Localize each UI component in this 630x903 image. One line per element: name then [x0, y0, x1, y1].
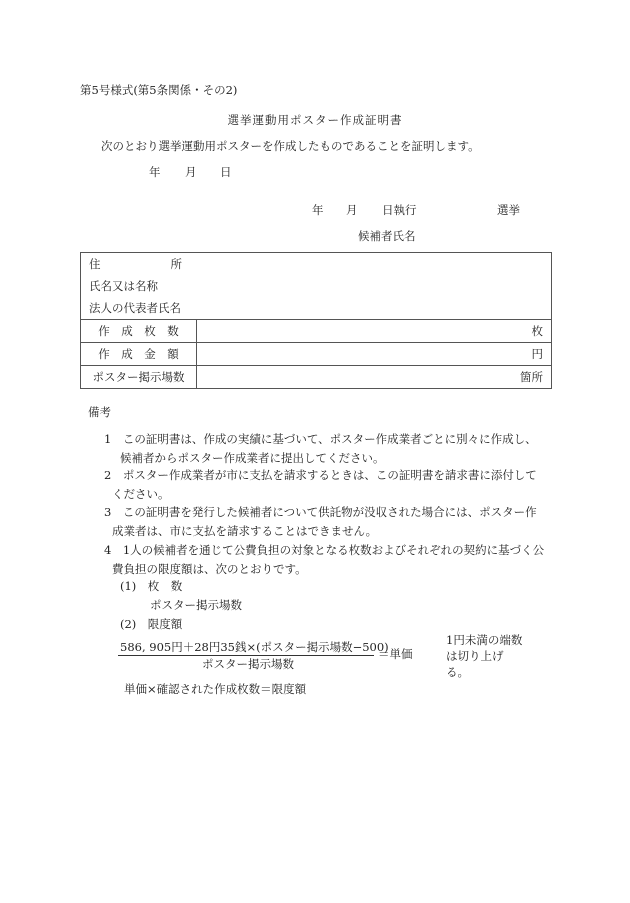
- intro-text: 次のとおり選挙運動用ポスターを作成したものであることを証明します。: [101, 139, 480, 153]
- address-label: 住: [89, 257, 101, 271]
- sub-item-1-label: (1) 枚 数: [120, 579, 183, 593]
- note-4-line-2: 費負担の限度額は、次のとおりです。: [112, 562, 307, 576]
- date-day-label: 日: [220, 165, 232, 179]
- note-1-line-1: 1 この証明書は、作成の実績に基づいて、ポスター作成業者ごとに別々に作成し、: [104, 432, 537, 446]
- sub-item-2-label: (2) 限度額: [120, 617, 183, 631]
- note-2-line-1: 2 ポスター作成業者が市に支払を請求するときは、この証明書を請求書に添付して: [104, 468, 537, 482]
- document-title: 選挙運動用ポスター作成証明書: [227, 113, 403, 127]
- form-number: 第5号様式(第5条関係・その2): [80, 83, 238, 97]
- note-4-line-1: 4 1人の候補者を通じて公費負担の対象となる枚数およびそれぞれの契約に基づく公: [104, 543, 545, 557]
- formula-denominator: ポスター掲示場数: [202, 657, 294, 671]
- name-label: 氏名又は名称: [89, 279, 158, 293]
- election-name-label: 選挙: [497, 203, 520, 217]
- notes-heading: 備考: [88, 405, 111, 419]
- note-3-line-2: 成業者は、市に支払を請求することはできません。: [112, 524, 378, 538]
- note-2-line-2: ください。: [112, 487, 170, 501]
- election-month-label: 月: [346, 203, 358, 217]
- quantity-label: 作 成 枚 数: [81, 320, 197, 343]
- address-label-2: 所: [170, 257, 182, 271]
- amount-unit: 円: [197, 343, 552, 366]
- limit-formula: 単価×確認された作成枚数＝限度額: [124, 682, 307, 696]
- note-1-line-2: 候補者からポスター作成業者に提出してください。: [120, 451, 385, 465]
- unit-price-equals: ＝単価: [378, 647, 413, 661]
- election-year-label: 年: [312, 203, 324, 217]
- election-day-label: 日執行: [382, 203, 417, 217]
- contractor-info-cell: [81, 253, 552, 320]
- candidate-name-label: 候補者氏名: [358, 229, 416, 243]
- date-year-label: 年: [149, 165, 161, 179]
- rounding-note: 1円未満の端数は切り上げる。: [446, 633, 523, 679]
- representative-label: 法人の代表者氏名: [89, 301, 181, 315]
- sub-item-1-value: ポスター掲示場数: [150, 598, 242, 612]
- poster-table: [80, 252, 552, 389]
- board-count-label: ポスター掲示場数: [81, 366, 197, 389]
- quantity-unit: 枚: [197, 320, 552, 343]
- date-month-label: 月: [185, 165, 197, 179]
- amount-label: 作 成 金 額: [81, 343, 197, 366]
- board-count-unit: 箇所: [197, 366, 552, 389]
- formula-numerator: 586, 905円＋28円35銭×(ポスター掲示場数−500): [120, 640, 389, 654]
- note-3-line-1: 3 この証明書を発行した候補者について供託物が没収された場合には、ポスター作: [104, 505, 537, 519]
